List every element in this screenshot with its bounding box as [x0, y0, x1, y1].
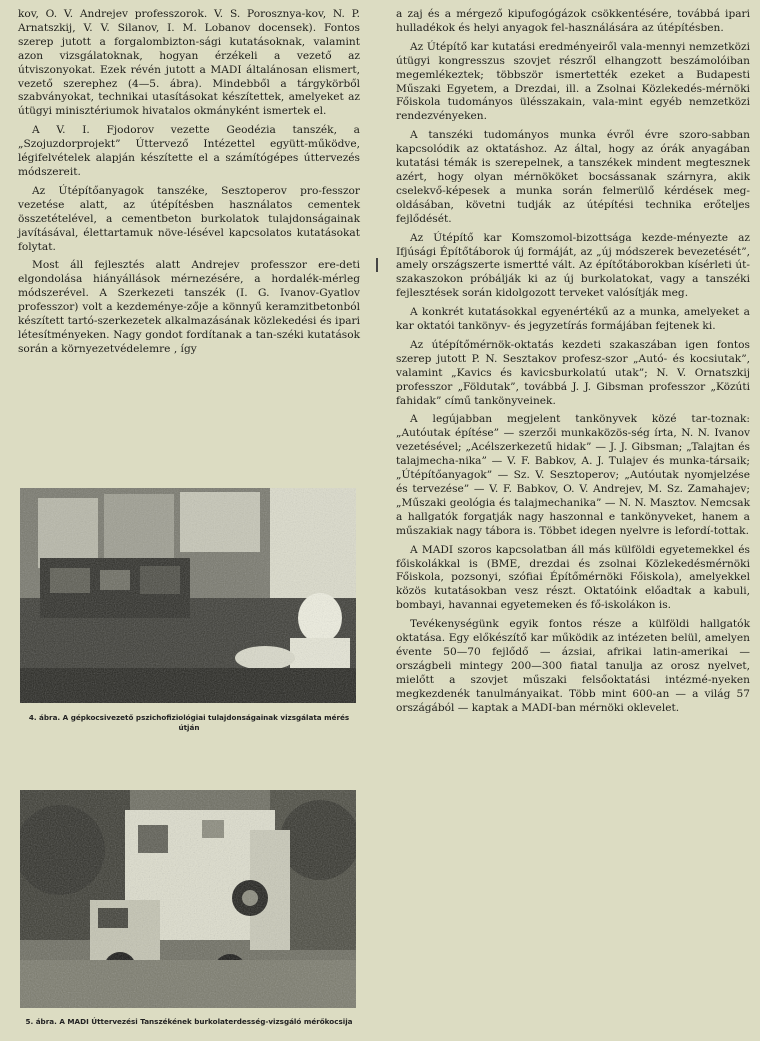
figure-5-caption: 5. ábra. A MADI Úttervezési Tanszékének burkolaterdesség-vizsgáló mérőkocsija	[25, 1017, 353, 1026]
figure-4-photo	[20, 488, 356, 703]
column-divider-mark	[376, 258, 378, 272]
right-paragraph-7: A legújabban megjelent tankönyvek közé tar-toznak: „Autóutak építése” — szerzői munkaközös-ség írta, N. N. Ivanov vezetésével; „Acélszerkezetű hidak” — J. J. Gibsman; „Talajtan és talajmecha-nika” — V. F. Babkov, A. J. Tulajev és munka-társaik; „Útépítőanyagok” — Sz. V. Sesztoperov; „Autóutak nyomjelzése és tervezése” — V. F. Babkov, O. V. Andrejev, M. Sz. Zamahajev; „Műszaki geológia és talajmechanika” — N. N. Masztov. Nemcsak a hallgatók forgatják nagy haszonnal e tankönyveket, hanem a műszakiak nagy tábora is. Többet idegen nyelvre is lefordí-tottak.	[396, 413, 750, 537]
right-paragraph-9: Tevékenységünk egyik fontos része a külföldi hallgatók oktatása. Egy előkészítő kar működik az intézeten belül, amelyen évente 50—70 fejlődő — ázsiai, afrikai latin-amerikai — országbeli mintegy 200—300 fiatal tanulja az orosz nyelvet, mielőtt a szovjet műszaki felsőoktatási intézmé-nyeken megkezdenék tanulmányaikat. Több mint 600-an — a világ 57 országából — kaptak a MADI-ban mérnöki oklevelet.	[396, 618, 750, 714]
right-paragraph-4: Az Útépítő kar Komszomol-bizottsága kezde-ményezte az Ifjúsági Építőtáborok új formáját, az „új módszerek bevezetését”, amely országszerte ismertté vált. Az építőtáborokban kísérleti út-szakaszokon próbálják ki az új burkolatokat, vagy a tanszéki fejlesztések során kidolgozott terveket valósítják meg.	[396, 231, 750, 300]
figure-5-photo	[20, 790, 356, 1008]
left-paragraph-3: Az Útépítőanyagok tanszéke, Sesztoperov pro-fesszor vezetése alatt, az útépítésben használatos cementek összetételével, a cementbeton burkolatok tulajdonságainak javításával, élettartamuk növe-lésével kapcsolatos kutatásokat folytat.	[18, 184, 360, 253]
right-column-text	[396, 8, 750, 721]
left-paragraph-4: Most áll fejlesztés alatt Andrejev professzor ere-deti elgondolása hiányállások mérnezésére, a hordalék-mérleg módszerével. A Szerkezeti tanszék (I. G. Ivanov-Gyatlov professzor) volt a kezdeménye-zője a könnyű keramzitbetonból készített tartó-szerkezetek alkalmazásának közlekedési és ipari létesítményeken. Nagy gondot fordítanak a tan-széki kutatások során a környezetvédelemre , így	[18, 259, 360, 355]
left-column-text	[18, 8, 360, 362]
right-paragraph-1: a zaj és a mérgező kipufogógázok csökkentésére, továbbá ipari hulladékok és helyi anyagok fel-használására az útépítésben.	[396, 8, 750, 34]
right-paragraph-2: Az Útépítő kar kutatási eredményeiről vala-mennyi nemzetközi útügyi kongresszus szovjet részről elhangzott beszámolóiban megemlékeztek; többször ismertették ezeket a Budapesti Műszaki Egyetem, a Drezdai, ill. a Zsolnai Közlekedés-mérnöki Főiskola tudományos ülésszakain, vala-mint egyéb nemzetközi rendezvényeken.	[396, 40, 750, 123]
right-paragraph-6: Az útépítőmérnök-oktatás kezdeti szakaszában igen fontos szerep jutott P. N. Sesztakov profesz-szor „Autó- és kocsiutak”, valamint „Kavics és kavicsburkolatú utak”; N. V. Ornatszkij professzor „Földutak”, továbbá J. J. Gibsman professzor „Közúti fahidak” című tankönyveinek.	[396, 338, 750, 407]
figure-4-caption: 4. ábra. A gépkocsivezető pszichofiziológiai tulajdonságainak vizsgálata mérés útján	[28, 713, 350, 732]
right-paragraph-3: A tanszéki tudományos munka évről évre szoro-sabban kapcsolódik az oktatáshoz. Az által, hogy az órák anyagában kutatási témák is szerepelnek, a tanszékek mindent megtesznek azért, hogy olyan mérnököket bocsássanak szárnyra, akik cselekvő-képesek a munka során felmerülő kérdések meg-oldásában, követni tudják az útépítési technika erőteljes fejlődését.	[396, 129, 750, 225]
figure-5-illustration	[20, 790, 356, 1008]
left-paragraph-2: A V. I. Fjodorov vezette Geodézia tanszék, a „Szojuzdorprojekt” Úttervező Intézettel együtt-működve, légifelvételek alapján készítette el a számítógépes úttervezés módszereit.	[18, 124, 360, 178]
right-paragraph-5: A konkrét kutatásokkal egyenértékű az a munka, amelyeket a kar oktatói tankönyv- és jegyzetírás formájában fejtenek ki.	[396, 306, 750, 333]
right-paragraph-8: A MADI szoros kapcsolatban áll más külföldi egyetemekkel és főiskolákkal is (BME, drezdai és zsolnai Közlekedésmérnöki Főiskola, pozsonyi, szófiai Építőmérnöki Főiskola), amelyekkel közös kutatásokban vesz részt. Oktatóink előadtak a kabuli, bombayi, havannai egyetemeken és fő-iskolákon is.	[396, 543, 750, 612]
figure-4-illustration	[20, 488, 356, 703]
left-paragraph-1: kov, O. V. Andrejev professzorok. V. S. Porosznya-kov, N. P. Arnatszkij, V. V. Silanov, I. M. Lobanov docensek). Fontos szerep jutott a forgalombizton-sági kutatásoknak, valamint azon vizsgálatoknak, hogyan érzékeli a vezető az útviszonyokat. Ezek révén jutott a MADI általánosan elismert, vezető szerephez (4—5. ábra). Mindebből a tárgykörből szabványokat, technikai utasításokat készítettek, amelyeket az útügyi minisztériumok hivatalos okmányként ismertek el.	[18, 8, 360, 118]
